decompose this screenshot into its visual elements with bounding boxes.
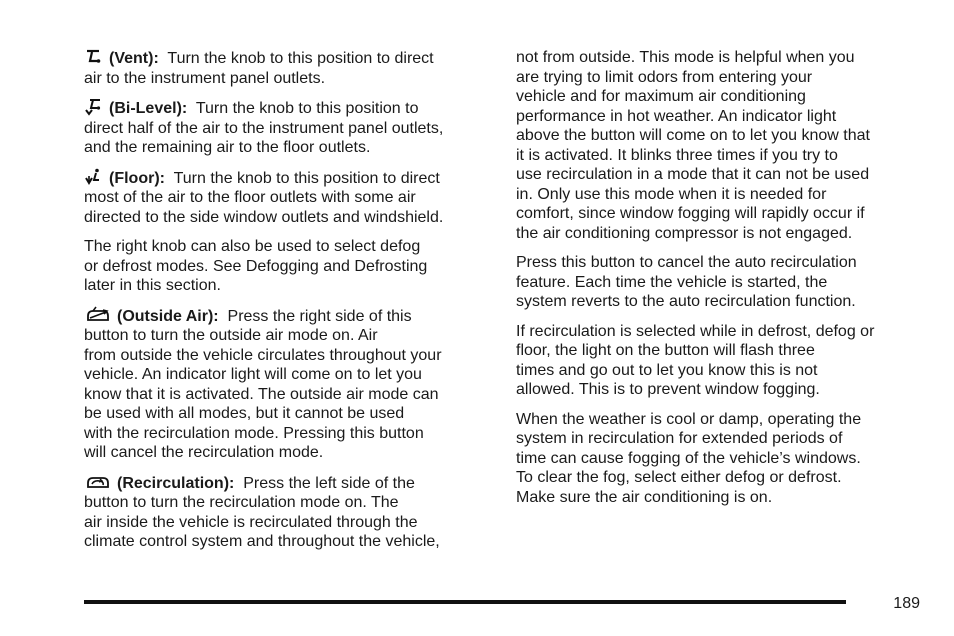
footer-rule (84, 600, 846, 604)
right-column (516, 48, 922, 517)
recirculation-defrost-paragraph: If recirculation is selected while in defrost, defog or floor, the light on the button will flash three times and go out to let you know this is not allowed. This is to prevent window fogging. (516, 322, 875, 398)
auto-recirculation-paragraph: Press this button to cancel the auto recirculation feature. Each time the vehicle is started, the system reverts to the auto recirculation function. (516, 254, 857, 310)
recirculation-term: (Recirculation): (117, 474, 235, 492)
outside-air-icon (84, 306, 112, 324)
outside-air-text: Press the right side of this button to turn the outside air mode on. Air from outside the vehicle circulates throughout your vehicle. An indicator light will come on to let you know that it is activated. The outside air mode can be used with all modes, but it cannot be used with the recirculation mode. Pressing this button will cancel the recirculation mode. (84, 307, 442, 461)
vent-mode-icon (84, 48, 104, 66)
recirculation-continued-paragraph: not from outside. This mode is helpful when you are trying to limit odors from entering your vehicle and for maximum air conditioning performance in hot weather. An indicator light above the button will come on to let you know that it is activated. It blinks three times if you try to use recirculation in a mode that it can not be used in. Only use this mode when it is needed for comfort, since window fogging will rapidly occur if the air conditioning compressor is not engaged. (516, 49, 870, 242)
left-column (84, 48, 490, 562)
recirculation-text: Press the left side of the button to turn the recirculation mode on. The air inside the vehicle is recirculated through the climate control system and throughout the vehicle, (84, 474, 440, 550)
vent-term: (Vent): (109, 50, 159, 67)
bilevel-term: (Bi-Level): (109, 100, 188, 117)
floor-paragraph (84, 168, 490, 228)
right-knob-paragraph: The right knob can also be used to select defog or defrost modes. See Defogging and Defrosting later in this section. (84, 238, 428, 294)
floor-mode-icon (84, 168, 104, 186)
floor-term: (Floor): (109, 169, 165, 187)
recirculation-icon (84, 473, 112, 491)
vent-text: Turn the knob to this position to direct air to the instrument panel outlets. (84, 50, 434, 87)
floor-text: Turn the knob to this position to direct most of the air to the floor outlets with some air directed to the side window outlets and windshield. (84, 169, 444, 226)
page-number: 189 (893, 595, 920, 612)
outside-air-paragraph (84, 306, 490, 463)
recirculation-paragraph (84, 473, 490, 552)
outside-air-term: (Outside Air): (117, 307, 219, 325)
bilevel-text: Turn the knob to this position to direct half of the air to the instrument panel outlets, and the remaining air to the floor outlets. (84, 100, 444, 156)
bi-level-mode-icon (84, 98, 104, 116)
bilevel-paragraph (84, 98, 490, 158)
vent-paragraph (84, 48, 490, 88)
cool-weather-paragraph: When the weather is cool or damp, operating the system in recirculation for extended periods of time can cause fogging of the vehicle’s windows. To clear the fog, select either defog or defrost. Make sure the air conditioning is on. (516, 410, 862, 506)
